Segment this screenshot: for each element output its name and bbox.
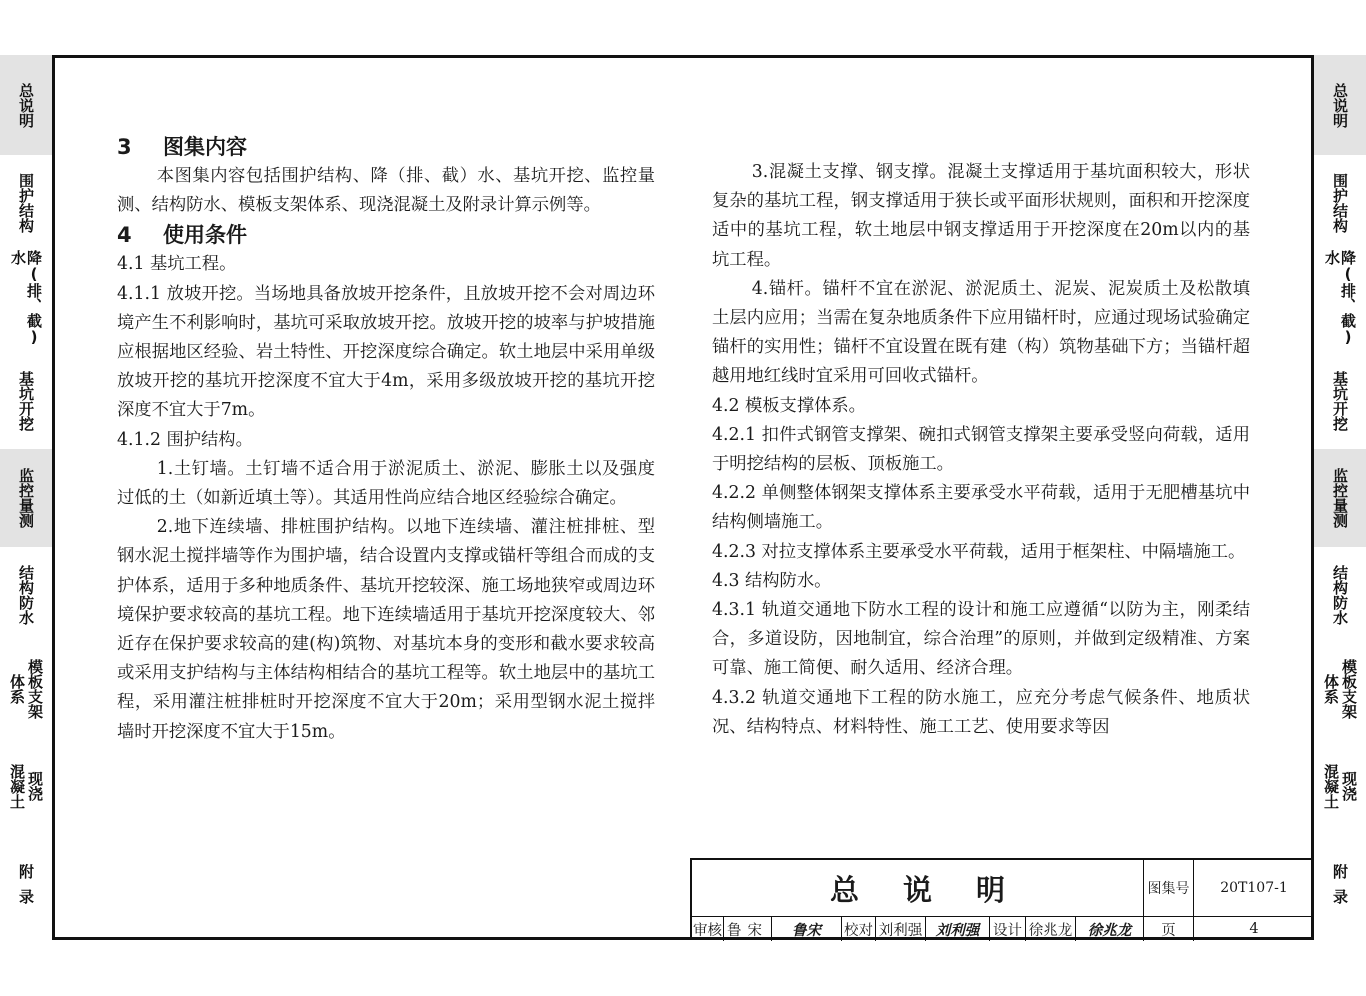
heading-text: 使用条件: [163, 223, 247, 248]
side-tab-appendix[interactable]: [0, 837, 52, 940]
clause-4-2-2: 4.2.2 单侧整体钢架支撑体系主要承受水平荷载，适用于无肥槽基坑中结构侧墙施工。: [712, 483, 1250, 533]
side-tab-label: 模板支架: [26, 659, 44, 719]
side-tab-monitoring[interactable]: [1314, 449, 1366, 547]
clause-4-2-1: 4.2.1 扣件式钢管支撑架、碗扣式钢管支撑架主要承受竖向荷载，适用于明挖结构的层板、顶板施工。: [712, 424, 1250, 475]
clause-4-2-3: 4.2.3 对拉支撑体系主要承受水平荷载，适用于框架柱、中隔墙施工。: [712, 541, 1246, 562]
side-tab-label: 结构防水: [17, 565, 35, 625]
atlas-number-label: 图集号: [1144, 860, 1194, 916]
side-tab-formwork[interactable]: [0, 643, 52, 735]
side-tab-concrete[interactable]: [1314, 735, 1366, 837]
side-tab-label: 总说明: [17, 82, 35, 128]
soil-nail-paragraph: 1.土钉墙。土钉墙不适合用于淤泥质土、淤泥、膨胀土以及强度过低的土（如新近填土等）。其适用性尚应结合地区经验综合确定。: [117, 458, 655, 509]
left-side-tabs: [0, 55, 52, 940]
checker-signature: 刘利强: [926, 917, 990, 941]
side-tab-label: 现浇: [26, 771, 44, 801]
signature-row: [692, 916, 1314, 941]
checker-name: 刘利强: [876, 917, 926, 941]
reviewer-label: 审核: [692, 917, 724, 941]
side-tab-excavation[interactable]: [0, 353, 52, 449]
heading-number: 4: [117, 223, 132, 248]
side-tab-label: 现浇: [1340, 771, 1358, 801]
designer-label: 设计: [990, 917, 1026, 941]
side-tab-label: 基坑开挖: [1331, 371, 1349, 431]
side-tab-label: 总说明: [1331, 82, 1349, 128]
page-label: 页: [1144, 917, 1194, 941]
heading-text: 图集内容: [163, 135, 247, 159]
intro-paragraph: 本图集内容包括围护结构、降（排、截）水、基坑开挖、监控量测、结构防水、模板支架体系、现浇混凝土及附录计算示例等。: [117, 166, 655, 216]
side-tab-general[interactable]: [1314, 55, 1366, 155]
side-tab-excavation[interactable]: [1314, 353, 1366, 449]
left-text-column: [117, 132, 655, 747]
side-tab-waterproofing[interactable]: [1314, 547, 1366, 643]
side-tab-label: 结构防水: [1331, 565, 1349, 625]
subsection-4-1: 4.1 基坑工程。: [117, 254, 237, 275]
side-tab-general[interactable]: [0, 55, 52, 155]
heading-number: 3: [117, 135, 132, 159]
section-4-heading: [117, 220, 655, 250]
clause-4-3-1: 4.3.1 轨道交通地下防水工程的设计和施工应遵循“以防为主，刚柔结合，多道设防，因地制宜，综合治理”的原则，并做到定级精准、方案可靠、施工简便、耐久适用、经济合理。: [712, 600, 1250, 679]
side-tab-appendix[interactable]: [1314, 837, 1366, 940]
clause-4-1-1: 4.1.1 放坡开挖。当场地具备放坡开挖条件，且放坡开挖不会对周边环境产生不利影响时，基坑可采取放坡开挖。放坡开挖的坡率与护坡措施应根据地区经验、岩土特性、开挖深度综合确定。软土地层中采用单级放坡开挖的基坑开挖深度不宜大于4m，采用多级放坡开挖的基坑开挖深度不宜大于7m。: [117, 283, 655, 421]
side-tab-label: 附录: [1331, 863, 1349, 914]
side-tab-label: 体系: [8, 674, 26, 704]
side-tab-label: 模板支架: [1340, 659, 1358, 719]
side-tab-label: 监控量测: [17, 468, 35, 528]
right-text-column: [712, 158, 1250, 742]
reviewer-name: 鲁宋: [724, 917, 772, 941]
side-tab-concrete[interactable]: [0, 735, 52, 837]
side-tab-label: 降(排、截)水: [9, 250, 43, 346]
title-block: [690, 858, 1314, 940]
subsection-4-3: 4.3 结构防水。: [712, 570, 832, 591]
designer-signature: 徐兆龙: [1076, 917, 1144, 941]
page-number: 4: [1249, 921, 1259, 937]
side-tab-label: 监控量测: [1331, 468, 1349, 528]
atlas-number: 20T107-1: [1220, 880, 1288, 896]
side-tab-label: 围护结构: [17, 172, 35, 233]
clause-4-1-2: 4.1.2 围护结构。: [117, 429, 253, 450]
side-tab-retaining[interactable]: [0, 155, 52, 250]
clause-4-3-2: 4.3.2 轨道交通地下工程的防水施工，应充分考虑气候条件、地质状况、结构特点、材料特性、施工工艺、使用要求等因: [712, 687, 1250, 737]
side-tab-dewatering[interactable]: [1314, 250, 1366, 353]
side-tab-label: 附录: [17, 863, 35, 914]
side-tab-waterproofing[interactable]: [0, 547, 52, 643]
side-tab-monitoring[interactable]: [0, 449, 52, 547]
side-tab-dewatering[interactable]: [0, 250, 52, 353]
drawing-title: 总说明: [692, 860, 1144, 916]
right-side-tabs: [1314, 55, 1366, 940]
side-tab-label: 体系: [1322, 674, 1340, 704]
side-tab-label: 混凝土: [1322, 763, 1340, 809]
section-3-heading: [117, 132, 655, 162]
strut-paragraph: 3.混凝土支撑、钢支撑。混凝土支撑适用于基坑面积较大，形状复杂的基坑工程，钢支撑适用于狭长或平面形状规则，面积和开挖深度适中的基坑工程，软土地层中钢支撑适用于开挖深度在20m以内的基坑工程。: [712, 162, 1250, 270]
side-tab-label: 降(排、截)水: [1323, 250, 1357, 346]
side-tab-label: 基坑开挖: [17, 371, 35, 431]
designer-name: 徐兆龙: [1026, 917, 1076, 941]
side-tab-formwork[interactable]: [1314, 643, 1366, 735]
diaphragm-wall-paragraph: 2.地下连续墙、排桩围护结构。以地下连续墙、灌注桩排桩、型钢水泥土搅拌墙等作为围护墙，结合设置内支撑或锚杆等组合而成的支护体系，适用于多种地质条件、基坑开挖较深、施工场地狭窄或周边环境保护要求较高的基坑工程。地下连续墙适用于基坑开挖深度较大、邻近存在保护要求较高的建(构)筑物、对基坑本身的变形和截水要求较高或采用支护结构与主体结构相结合的基坑工程等。软土地层中的基坑工程，采用灌注桩排桩时开挖深度不宜大于20m；采用型钢水泥土搅拌墙时开挖深度不宜大于15m。: [117, 517, 655, 742]
side-tab-label: 围护结构: [1331, 172, 1349, 233]
reviewer-signature: 鲁宋: [772, 917, 842, 941]
checker-label: 校对: [842, 917, 876, 941]
side-tab-label: 混凝土: [8, 763, 26, 809]
subsection-4-2: 4.2 模板支撑体系。: [712, 395, 866, 416]
side-tab-retaining[interactable]: [1314, 155, 1366, 250]
anchor-paragraph: 4.锚杆。锚杆不宜在淤泥、淤泥质土、泥炭、泥炭质土及松散填土层内应用；当需在复杂地质条件下应用锚杆时，应通过现场试验确定锚杆的实用性；锚杆不宜设置在既有建（构）筑物基础下方；当锚杆超越用地红线时宜采用可回收式锚杆。: [712, 278, 1250, 387]
